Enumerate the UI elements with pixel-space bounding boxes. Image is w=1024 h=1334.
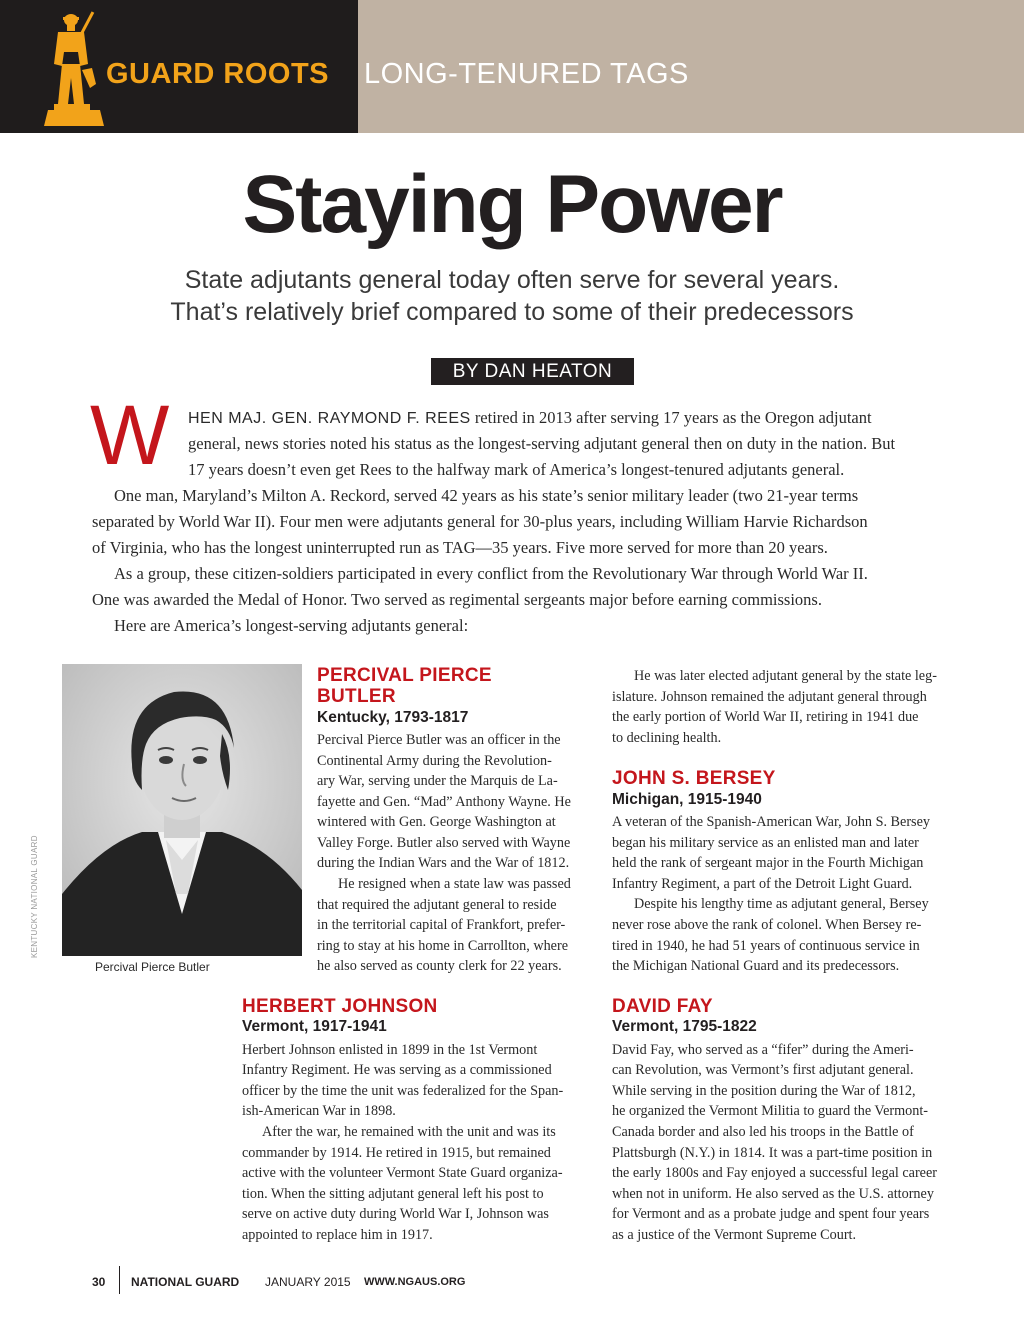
body-line: that required the adjutant general to reside xyxy=(317,897,557,913)
body-line: to declining health. xyxy=(612,730,722,746)
body-line: Herbert Johnson enlisted in 1899 in the 1st Vermont xyxy=(242,1042,538,1058)
intro-text: retired in 2013 after serving 17 years as the Oregon adjutant xyxy=(470,408,872,427)
minuteman-statue-icon xyxy=(44,8,112,128)
body-line: began his military service as an enlisted man and later xyxy=(612,835,919,851)
body-line: appointed to replace him in 1917. xyxy=(242,1227,433,1243)
body-line: tired in 1940, he had 51 years of continuous service in xyxy=(612,938,920,954)
body-line: Despite his lengthy time as adjutant general, Bersey xyxy=(634,896,929,912)
body-line: he also served as county clerk for 22 years. xyxy=(317,958,562,974)
website-link[interactable]: WWW.NGAUS.ORG xyxy=(364,1276,466,1288)
profile-state: Vermont, 1795-1822 xyxy=(612,1018,757,1035)
body-line: when not in uniform. He also served as the U.S. attorney xyxy=(612,1186,934,1202)
body-line: islature. Johnson remained the adjutant general through xyxy=(612,689,927,705)
deck xyxy=(0,264,1024,328)
body-line: fayette and Gen. “Mad” Anthony Wayne. He xyxy=(317,794,571,810)
body-line: Infantry Regiment, a part of the Detroit Light Guard. xyxy=(612,876,913,892)
body-line: the early portion of World War II, retiring in 1941 due xyxy=(612,709,919,725)
byline: BY DAN HEATON xyxy=(431,358,634,385)
body-line: during the Indian Wars and the War of 1812. xyxy=(317,855,570,871)
body-line: Canada border and also led his troops in the Battle of xyxy=(612,1124,914,1140)
body-line: he organized the Vermont Militia to guard the Vermont- xyxy=(612,1103,928,1119)
body-line: While serving in the position during the War of 1812, xyxy=(612,1083,916,1099)
intro-line: 17 years doesn’t even get Rees to the halfway mark of America’s longest-tenured adjutants general. xyxy=(188,460,845,479)
magazine-name: NATIONAL GUARD xyxy=(131,1275,240,1289)
body-line: held the rank of sergeant major in the Fourth Michigan xyxy=(612,855,924,871)
profile-state: Michigan, 1915-1940 xyxy=(612,791,762,808)
intro-line: Here are America’s longest-serving adjutants general: xyxy=(114,616,469,635)
body-line: ring to stay at his home in Carrollton, where xyxy=(317,938,568,954)
body-line: Valley Forge. Butler also served with Wayne xyxy=(317,835,571,851)
issue-date: JANUARY 2015 xyxy=(265,1275,351,1289)
body-line: Percival Pierce Butler was an officer in the xyxy=(317,732,561,748)
body-line: officer by the time the unit was federalized for the Span- xyxy=(242,1083,564,1099)
photo-caption: Percival Pierce Butler xyxy=(95,960,210,974)
body-line: commander by 1914. He retired in 1915, but remained xyxy=(242,1145,551,1161)
intro-line: separated by World War II). Four men were adjutants general for 30-plus years, including William Harvie Richardson xyxy=(92,512,868,531)
body-line: the early 1800s and Fay enjoyed a successful legal career xyxy=(612,1165,937,1181)
body-line: can Revolution, was Vermont’s first adjutant general. xyxy=(612,1062,914,1078)
deck-line: That’s relatively brief compared to some of their predecessors xyxy=(170,298,854,326)
section-topic: LONG-TENURED TAGS xyxy=(364,58,689,90)
intro-line: general, news stories noted his status as the longest-serving adjutant general then on duty in the nation. But xyxy=(188,434,896,453)
profile-name: PERCIVAL PIERCE xyxy=(317,665,492,686)
body-line: Continental Army during the Revolution- xyxy=(317,753,552,769)
body-line: David Fay, who served as a “fifer” during the Ameri- xyxy=(612,1042,914,1058)
body-line: never rose above the rank of colonel. When Bersey re- xyxy=(612,917,922,933)
body-line: He resigned when a state law was passed xyxy=(338,876,571,892)
intro-line: As a group, these citizen-soldiers participated in every conflict from the Revolutionary War through World War II. xyxy=(114,564,868,583)
section-name: GUARD ROOTS xyxy=(106,58,329,90)
intro-line: of Virginia, who has the longest uninterrupted run as TAG—35 years. Five more served for more than 20 years. xyxy=(92,538,828,557)
body-line: After the war, he remained with the unit and was its xyxy=(262,1124,556,1140)
profile-name: HERBERT JOHNSON xyxy=(242,996,438,1017)
body-line: Plattsburgh (N.Y.) in 1814. It was a part-time position in xyxy=(612,1145,933,1161)
page-number: 30 xyxy=(92,1275,106,1289)
intro-line: One man, Maryland’s Milton A. Reckord, served 42 years as his state’s senior military leader (two 21-year terms xyxy=(114,486,859,505)
body-line: ary War, serving under the Marquis de La- xyxy=(317,773,558,789)
body-line: serve on active duty during World War I, Johnson was xyxy=(242,1206,549,1222)
profile-state: Vermont, 1917-1941 xyxy=(242,1018,387,1035)
body-line: active with the volunteer Vermont State Guard organiza- xyxy=(242,1165,563,1181)
drop-cap: W xyxy=(90,388,170,482)
profile-name: BUTLER xyxy=(317,686,396,707)
body-line: tion. When the sitting adjutant general left his post to xyxy=(242,1186,544,1202)
deck-line: State adjutants general today often serve for several years. xyxy=(184,266,840,294)
body-line: Infantry Regiment. He was serving as a commissioned xyxy=(242,1062,552,1078)
lead-in-caps: HEN MAJ. GEN. RAYMOND F. REES xyxy=(188,410,471,427)
intro-line xyxy=(188,405,872,432)
body-line: A veteran of the Spanish-American War, John S. Bersey xyxy=(612,814,930,830)
body-line: ish-American War in 1898. xyxy=(242,1103,396,1119)
footer-divider xyxy=(119,1266,120,1294)
body-line: as a justice of the Vermont Supreme Court. xyxy=(612,1227,857,1243)
profile-name: JOHN S. BERSEY xyxy=(612,768,776,789)
portrait-photo xyxy=(62,664,302,956)
body-line: for Vermont and as a probate judge and spent four years xyxy=(612,1206,930,1222)
profile-name: DAVID FAY xyxy=(612,996,713,1017)
body-line: in the territorial capital of Frankfort, prefer- xyxy=(317,917,566,933)
body-line: the Michigan National Guard and its predecessors. xyxy=(612,958,900,974)
photo-credit: KENTUCKY NATIONAL GUARD xyxy=(30,835,39,958)
body-line: wintered with Gen. George Washington at xyxy=(317,814,556,830)
body-line: He was later elected adjutant general by the state leg- xyxy=(634,668,937,684)
headline: Staying Power xyxy=(242,159,782,250)
intro-line: One was awarded the Medal of Honor. Two served as regimental sergeants major before earning commissions. xyxy=(92,590,822,609)
profile-state: Kentucky, 1793-1817 xyxy=(317,709,469,726)
